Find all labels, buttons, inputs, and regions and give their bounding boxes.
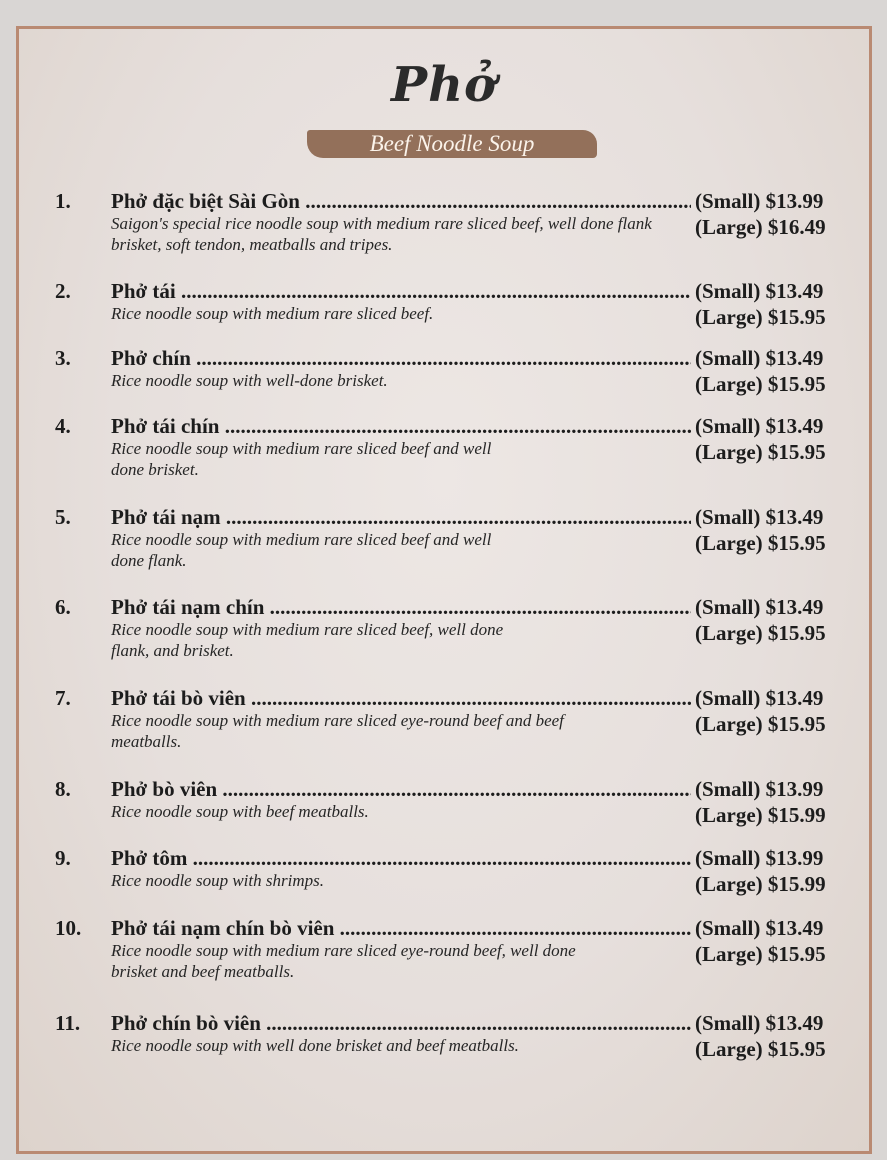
item-number: 9.: [55, 846, 71, 870]
item-name: Phở tái nạm .....: [111, 505, 691, 530]
price-small: (Small) $13.49: [695, 414, 824, 438]
subtitle-banner: [307, 127, 597, 161]
item-description: Rice noodle soup with medium rare sliced beef and well done brisket.: [111, 439, 492, 479]
price-large: (Large) $15.95: [695, 531, 826, 555]
item-name: Phở chín .....: [111, 346, 691, 371]
price-small: (Small) $13.49: [695, 916, 824, 940]
price-small: (Small) $13.99: [695, 777, 824, 801]
price-large: (Large) $15.95: [695, 621, 826, 645]
price-large: (Large) $15.95: [695, 372, 826, 396]
price-small: (Small) $13.99: [695, 846, 824, 870]
item-description: Rice noodle soup with medium rare sliced beef.: [111, 304, 434, 323]
price-small: (Small) $13.49: [695, 346, 824, 370]
item-number: 7.: [55, 686, 71, 710]
item-name: Phở bò viên .....: [111, 777, 691, 802]
item-description: Rice noodle soup with well done brisket and beef meatballs.: [111, 1036, 519, 1055]
item-description: Rice noodle soup with medium rare sliced eye-round beef and beef meatballs.: [111, 711, 564, 751]
price-large: (Large) $15.95: [695, 712, 826, 736]
menu-title: Phở: [390, 57, 497, 113]
price-small: (Small) $13.99: [695, 189, 824, 213]
item-number: 10.: [55, 916, 82, 940]
item-number: 2.: [55, 279, 71, 303]
item-number: 11.: [55, 1011, 81, 1035]
price-small: (Small) $13.49: [695, 279, 824, 303]
item-name: Phở tái nạm chín bò viên .....: [111, 916, 691, 941]
item-name: Phở tái bò viên .....: [111, 686, 691, 711]
item-number: 6.: [55, 595, 71, 619]
price-large: (Large) $15.95: [695, 305, 826, 329]
item-description: Rice noodle soup with medium rare sliced beef and well done flank.: [111, 530, 492, 570]
price-large: (Large) $15.95: [695, 440, 826, 464]
menu-page: [16, 26, 872, 1154]
item-name: Phở tái .....: [111, 279, 691, 304]
item-number: 4.: [55, 414, 71, 438]
price-large: (Large) $15.99: [695, 803, 826, 827]
price-large: (Large) $16.49: [695, 215, 826, 239]
price-small: (Small) $13.49: [695, 1011, 824, 1035]
item-number: 8.: [55, 777, 71, 801]
price-small: (Small) $13.49: [695, 505, 824, 529]
item-name: Phở tái chín .....: [111, 414, 691, 439]
price-large: (Large) $15.95: [695, 942, 826, 966]
price-small: (Small) $13.49: [695, 595, 824, 619]
item-number: 3.: [55, 346, 71, 370]
item-description: Rice noodle soup with medium rare sliced beef, well done flank, and brisket.: [111, 620, 504, 660]
item-number: 1.: [55, 189, 71, 213]
price-large: (Large) $15.95: [695, 1037, 826, 1061]
item-description: Saigon's special rice noodle soup with medium rare sliced beef, well done flank brisket, soft tendon, meatballs and tripes.: [111, 214, 652, 254]
item-name: Phở tái nạm chín .....: [111, 595, 691, 620]
item-number: 5.: [55, 505, 71, 529]
item-name: Phở chín bò viên .....: [111, 1011, 691, 1036]
price-small: (Small) $13.49: [695, 686, 824, 710]
price-large: (Large) $15.99: [695, 872, 826, 896]
item-description: Rice noodle soup with beef meatballs.: [111, 802, 369, 821]
menu-subtitle: Beef Noodle Soup: [369, 131, 535, 156]
item-name: Phở tôm .....: [111, 846, 691, 871]
item-description: Rice noodle soup with medium rare sliced eye-round beef, well done brisket and beef meatballs.: [111, 941, 576, 981]
item-description: Rice noodle soup with shrimps.: [111, 871, 324, 890]
item-name: Phở đặc biệt Sài Gòn .....: [111, 189, 691, 214]
item-description: Rice noodle soup with well-done brisket.: [111, 371, 388, 390]
